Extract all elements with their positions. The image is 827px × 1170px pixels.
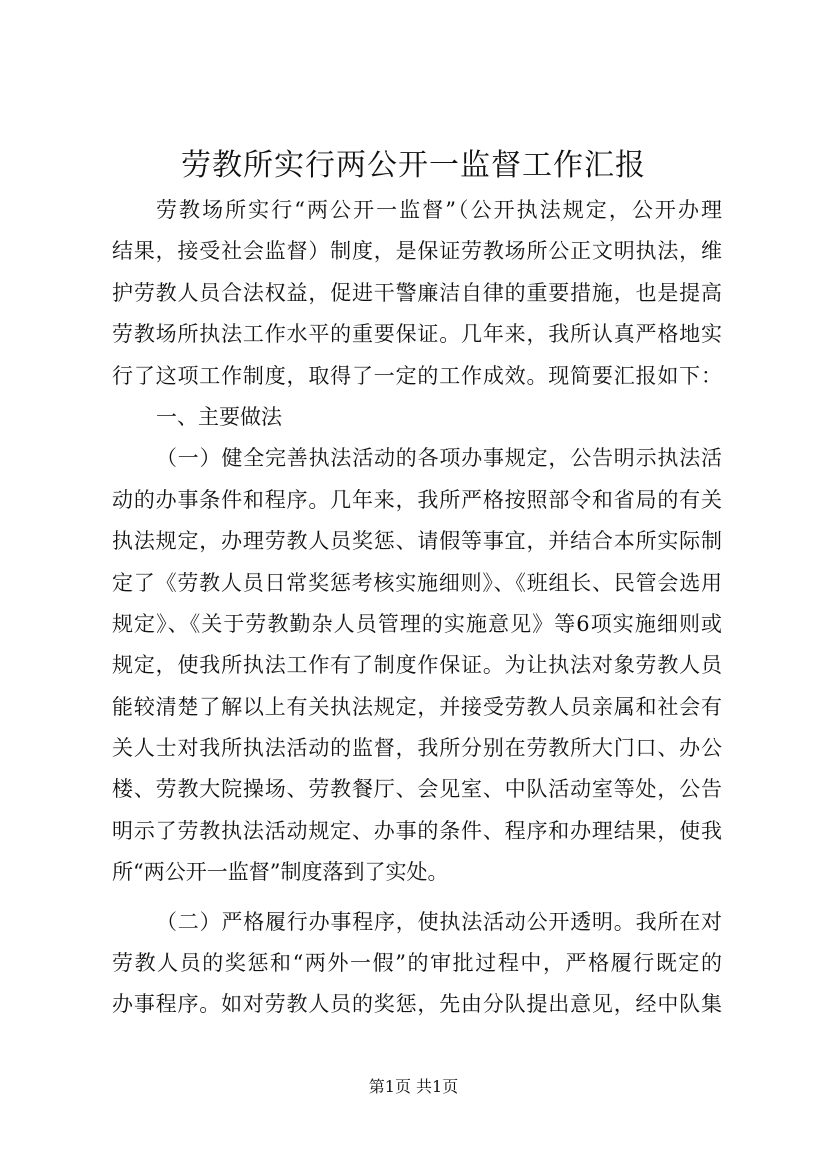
page-footer: 第1页 共1页 [368,1077,459,1096]
text-line: 结果，接受社会监督）制度，是保证劳教场所公正文明执法，维 [112,239,722,264]
document-body [112,190,722,1026]
text-line: 动的办事条件和程序。几年来，我所严格按照部令和省局的有关 [112,487,722,512]
text-line: 执法规定，办理劳教人员奖惩、请假等事宜，并结合本所实际制 [112,529,722,554]
text-line: （二）严格履行办事程序，使执法活动公开透明。我所在对 [156,909,722,934]
text-line: 劳教场所实行“两公开一监督”（公开执法规定，公开办理 [156,198,722,222]
paragraph-section-2 [112,902,722,1026]
paragraph-section-1 [112,438,722,893]
section-heading-text: 一、主要做法 [156,404,282,429]
text-line: 办事程序。如对劳教人员的奖惩，先由分队提出意见，经中队集 [112,992,722,1017]
text-line: 规定，使我所执法工作有了制度作保证。为让执法对象劳教人员 [112,653,722,678]
section-heading [112,397,722,438]
text-line: 规定》、《关于劳教勤杂人员管理的实施意见》等6项实施细则或 [112,611,722,636]
text-line: 所“两公开一监督”制度落到了实处。 [112,860,449,885]
document-title: 劳教所实行两公开一监督工作汇报 [181,148,646,183]
text-line: 定了《劳教人员日常奖惩考核实施细则》、《班组长、民管会选用 [112,570,722,595]
text-line: 能较清楚了解以上有关执法规定，并接受劳教人员亲属和社会有 [112,694,722,719]
text-line: 护劳教人员合法权益，促进干警廉洁自律的重要措施，也是提高 [112,280,722,305]
text-line: 劳教人员的奖惩和“两外一假”的审批过程中，严格履行既定的 [112,951,722,976]
text-line: 明示了劳教执法活动规定、办事的条件、程序和办理结果，使我 [112,818,722,843]
text-line: 楼、劳教大院操场、劳教餐厅、会见室、中队活动室等处，公告 [112,777,722,802]
text-line: （一）健全完善执法活动的各项办事规定，公告明示执法活 [156,446,722,471]
paragraph-intro [112,190,722,397]
text-line: 行了这项工作制度，取得了一定的工作成效。现简要汇报如下： [112,363,722,388]
paragraph-spacer [112,894,722,902]
text-line: 劳教场所执法工作水平的重要保证。几年来，我所认真严格地实 [112,322,722,347]
text-line: 关人士对我所执法活动的监督，我所分别在劳教所大门口、办公 [112,736,722,761]
